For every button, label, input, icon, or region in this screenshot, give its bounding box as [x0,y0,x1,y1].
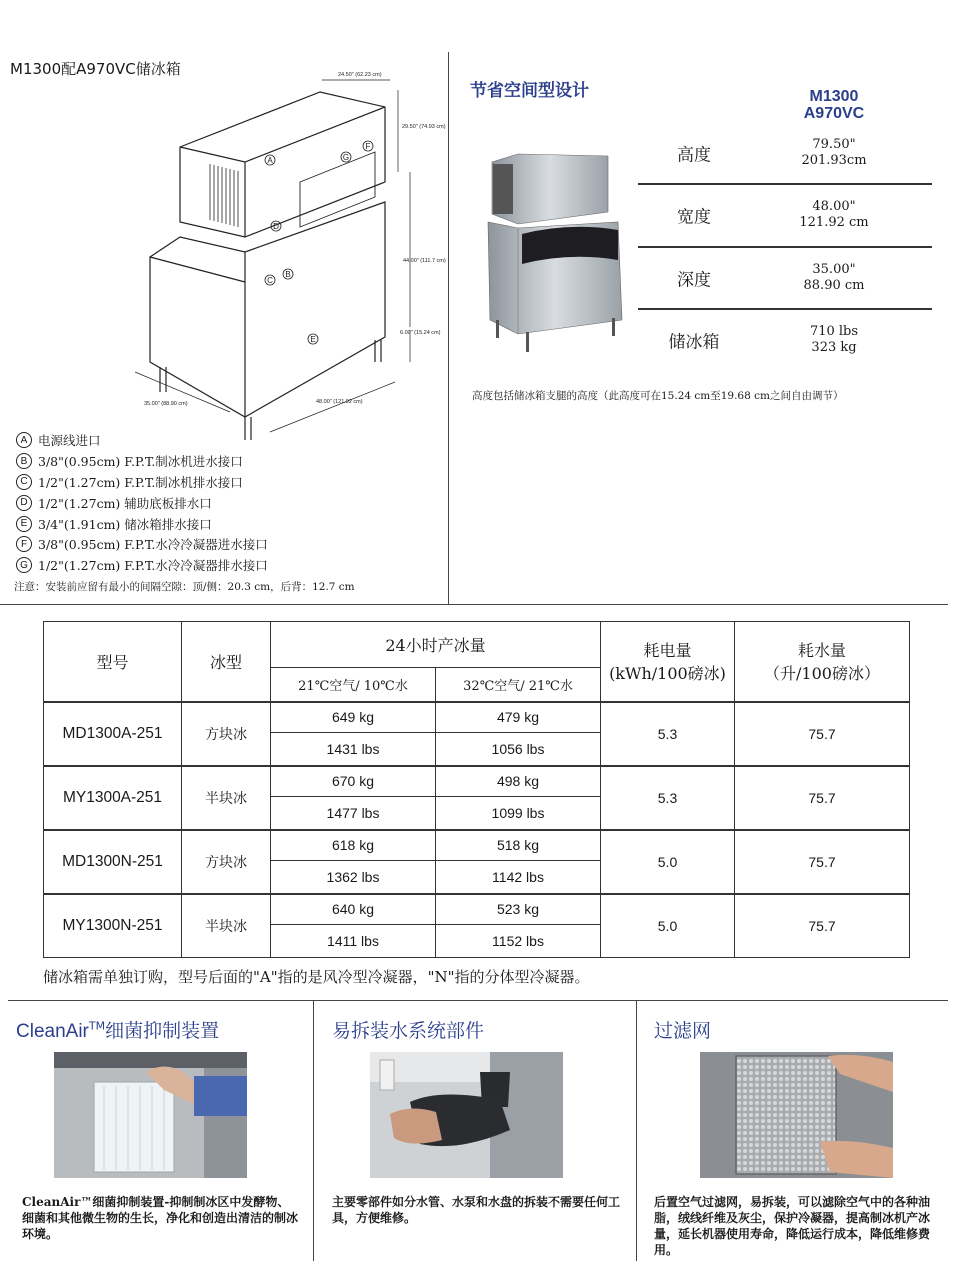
legend-item-b [16,451,436,472]
legend-item-g [16,555,436,576]
model-cell: MD1300N-251 [44,830,182,894]
model-cell: MD1300A-251 [44,702,182,766]
prod-kg-cell: 649 kg [271,702,436,733]
ice-type-cell: 方块冰 [182,830,271,894]
prod-lbs-cell: 1142 lbs [436,861,601,894]
marker-g: G [342,153,350,162]
dim-bin-height: 44.00" (111.7 cm) [403,258,446,264]
clearance-note: 注意：安装前应留有最小的间隔空隙：顶/侧：20.3 cm，后背：12.7 cm [14,581,355,593]
header-power-label: 耗电量 [643,641,692,661]
spec-value-imperial: 48.00" [812,199,856,214]
legend-letter: B [16,453,32,469]
spec-value [778,262,890,294]
dim-depth: 35.00" (88.90 cm) [144,401,188,407]
prod-kg-cell: 523 kg [436,894,601,925]
ice-machine-photo [488,152,624,354]
model-cell: MY1300A-251 [44,766,182,830]
spec-value-imperial: 79.50" [812,137,856,152]
ice-type-cell: 方块冰 [182,702,271,766]
header-water [735,622,910,702]
vertical-divider [448,52,449,604]
spec-value-imperial: 35.00" [812,262,856,277]
power-cell: 5.0 [601,894,735,958]
dim-top-width: 24.50" (62.23 cm) [338,72,382,78]
cleanair-photo [54,1052,247,1178]
legend-text: 1/2"(1.27cm) 辅助底板排水口 [38,495,212,511]
prod-lbs-cell: 1152 lbs [436,925,601,958]
legend-letter: E [16,516,32,532]
spec-row-bin [638,309,932,371]
table-row [44,702,910,733]
model-cell: MY1300N-251 [44,894,182,958]
spec-model-line1: M1300 [809,88,859,105]
spec-value-metric: 88.90 cm [803,278,865,293]
spec-value-imperial: 710 lbs [809,324,859,339]
legend-item-d [16,492,436,513]
legend-text: 3/8"(0.95cm) F.P.T.水冷冷凝器进水接口 [38,537,268,553]
water-cell: 75.7 [735,894,910,958]
spec-value-metric: 201.93cm [801,153,867,168]
header-condition-2: 32℃空气/ 21℃水 [436,668,601,702]
legend-letter: G [16,557,32,573]
table-row [44,766,910,797]
legend-text: 1/2"(1.27cm) F.P.T.水冷冷凝器排水接口 [38,558,268,574]
spec-section-title: 节省空间型设计 [470,81,589,101]
spec-value-metric: 323 kg [811,340,857,355]
legend-letter: A [16,432,32,448]
spec-label: 宽度 [677,207,711,228]
spec-model-heading [790,88,878,122]
power-cell: 5.3 [601,702,735,766]
prod-lbs-cell: 1099 lbs [436,797,601,830]
trademark-mark: TM [88,1019,106,1033]
prod-kg-cell: 618 kg [271,830,436,861]
prod-lbs-cell: 1362 lbs [271,861,436,894]
legend-text: 3/8"(0.95cm) F.P.T.制冰机进水接口 [38,454,243,470]
spec-row-depth [638,247,932,309]
marker-f: F [365,142,371,151]
filter-photo [700,1052,893,1178]
prod-lbs-cell: 1431 lbs [271,733,436,766]
feature-title-water-system: 易拆装水系统部件 [332,1020,485,1042]
spec-label: 高度 [677,145,711,166]
power-cell: 5.0 [601,830,735,894]
dimension-drawing [110,62,446,442]
marker-b: B [285,270,291,279]
ice-type-cell: 半块冰 [182,894,271,958]
legend-text: 电源线进口 [38,433,101,449]
water-cell: 75.7 [735,702,910,766]
feature-title-filter: 过滤网 [654,1020,712,1042]
section-divider [0,604,948,605]
spec-value [778,137,890,169]
header-ice-type: 冰型 [182,622,271,702]
feature-text-cleanair: CleanAir™细菌抑制装置-抑制制冰区中发酵物、细菌和其他微生物的生长，净化和创造出清洁的制冰环境。 [22,1195,299,1241]
ice-type-cell: 半块冰 [182,766,271,830]
height-note: 高度包括储冰箱支腿的高度（此高度可在15.24 cm至19.68 cm之间自由调节） [472,390,844,402]
prod-kg-cell: 640 kg [271,894,436,925]
water-cell: 75.7 [735,766,910,830]
header-model: 型号 [44,622,182,702]
section-divider [8,1000,948,1001]
legend-text: 3/4"(1.91cm) 储冰箱排水接口 [38,516,212,532]
prod-lbs-cell: 1411 lbs [271,925,436,958]
production-table [43,621,910,958]
spec-label: 储冰箱 [668,332,720,353]
feature-text-water-system: 主要零部件如分水管、水泵和水盘的拆装不需要任何工具，方便维修。 [332,1195,621,1225]
prod-lbs-cell: 1477 lbs [271,797,436,830]
legend-letter: F [16,536,32,552]
prod-kg-cell: 479 kg [436,702,601,733]
table-row [44,894,910,925]
legend-item-c [16,472,436,493]
spec-value-metric: 121.92 cm [799,215,869,230]
legend-item-f [16,534,436,555]
feature-text-filter: 后置空气过滤网，易拆装，可以滤除空气中的各种油脂，绒线纤维及灰尘，保护冷凝器，提高制冰机产冰量，延长机器使用寿命，降低运行成本，降低维修费用。 [654,1195,931,1257]
spec-value [778,199,890,231]
feature-title-rest: 细菌抑制装置 [105,1020,220,1042]
prod-lbs-cell: 1056 lbs [436,733,601,766]
prod-kg-cell: 670 kg [271,766,436,797]
legend-letter: C [16,474,32,490]
header-condition-1: 21℃空气/ 10℃水 [271,668,436,702]
water-system-photo [370,1052,563,1178]
header-water-unit: （升/100磅冰） [764,664,880,684]
power-cell: 5.3 [601,766,735,830]
connection-legend [16,430,436,576]
prod-kg-cell: 498 kg [436,766,601,797]
spec-model-line2: A970VC [803,105,865,122]
legend-letter: D [16,495,32,511]
legend-item-a [16,430,436,451]
column-divider [313,1000,314,1261]
column-divider [636,1000,637,1261]
spec-row-height [638,122,932,184]
header-production: 24小时产冰量 [271,622,601,668]
feature-title-brand: CleanAir [16,1021,89,1042]
header-water-label: 耗水量 [797,641,846,661]
prod-kg-cell: 518 kg [436,830,601,861]
spec-value [778,324,890,356]
water-cell: 75.7 [735,830,910,894]
legend-item-e [16,513,436,534]
legend-text: 1/2"(1.27cm) F.P.T.制冰机排水接口 [38,474,243,490]
marker-d: D [273,222,279,231]
spec-label: 深度 [677,270,711,291]
table-row [44,830,910,861]
feature-title-cleanair [16,1016,219,1043]
marker-c: C [267,276,273,285]
diagram-title: M1300配A970VC储冰箱 [10,60,181,78]
table-note: 储冰箱需单独订购，型号后面的"A"指的是风冷型冷凝器，"N"指的分体型冷凝器。 [43,968,590,986]
marker-a: A [267,156,273,165]
spec-row-width [638,184,932,246]
header-power-unit: (kWh/100磅冰) [609,664,726,684]
dim-top-height: 29.50" (74.93 cm) [402,124,446,130]
marker-e: E [310,335,316,344]
dim-width: 48.00" (121.92 cm) [316,399,363,405]
dim-leg-height: 6.00" (15.24 cm) [400,330,441,336]
header-power [601,622,735,702]
